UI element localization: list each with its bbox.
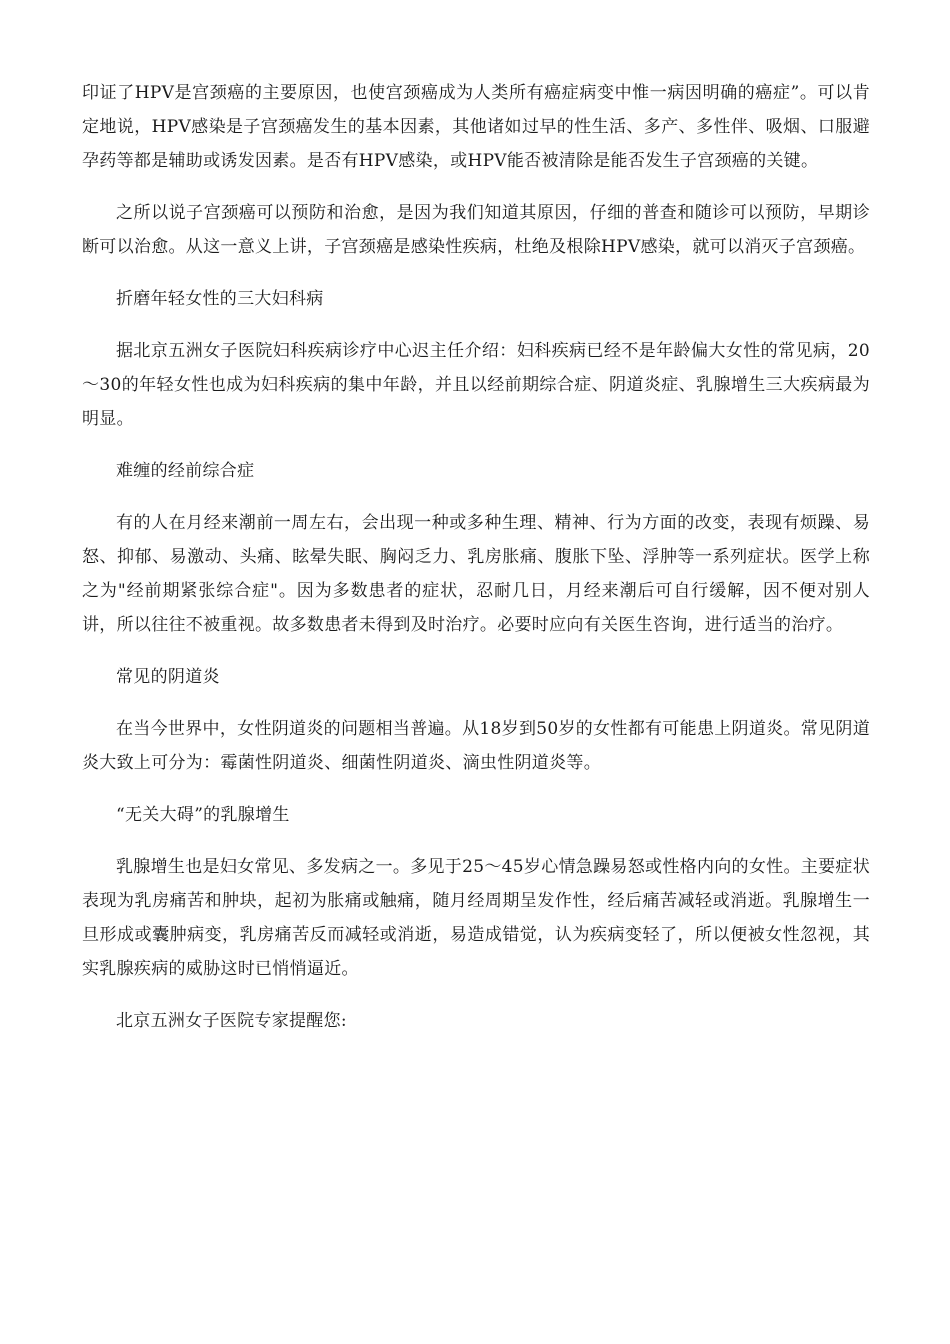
paragraph-prevention: 之所以说子宫颈癌可以预防和治愈，是因为我们知道其原因，仔细的普查和随诊可以预防，早期诊断可以治愈。从这一意义上讲，子宫颈癌是感染性疾病，杜绝及根除HPV感染，就可以消灭子宫颈癌。 bbox=[82, 203, 870, 257]
document-page bbox=[82, 76, 870, 1056]
section-heading-reminder: 北京五洲女子医院专家提醒您: bbox=[116, 1011, 347, 1031]
section-heading-three-diseases: 折磨年轻女性的三大妇科病 bbox=[116, 289, 324, 309]
section-heading-breast: “无关大碍”的乳腺增生 bbox=[116, 805, 290, 825]
paragraph-breast: 乳腺增生也是妇女常见、多发病之一。多见于25～45岁心情急躁易怒或性格内向的女性。主要症状表现为乳房痛苦和肿块，起初为胀痛或触痛，随月经周期呈发作性，经后痛苦减轻或消逝。乳腺增生一旦形成或囊肿病变，乳房痛苦反而减轻或消逝，易造成错觉，认为疾病变轻了，所以便被女性忽视，其实乳腺疾病的威胁这时已悄悄逼近。 bbox=[82, 857, 870, 979]
paragraph-intro: 据北京五洲女子医院妇科疾病诊疗中心迟主任介绍：妇科疾病已经不是年龄偏大女性的常见病，20～30的年轻女性也成为妇科疾病的集中年龄，并且以经前期综合症、阴道炎症、乳腺增生三大疾病最为明显。 bbox=[82, 341, 870, 429]
paragraph-pms: 有的人在月经来潮前一周左右，会出现一种或多种生理、精神、行为方面的改变，表现有烦躁、易怒、抑郁、易激动、头痛、眩晕失眠、胸闷乏力、乳房胀痛、腹胀下坠、浮肿等一系列症状。医学上称之为"经前期紧张综合症"。因为多数患者的症状，忍耐几日，月经来潮后可自行缓解，因不便对别人讲，所以往往不被重视。故多数患者未得到及时治疗。必要时应向有关医生咨询，进行适当的治疗。 bbox=[82, 513, 870, 635]
section-heading-pms: 难缠的经前综合症 bbox=[116, 461, 255, 481]
paragraph-hpv-cause: 印证了HPV是宫颈癌的主要原因，也使宫颈癌成为人类所有癌症病变中惟一病因明确的癌症”。可以肯定地说，HPV感染是子宫颈癌发生的基本因素，其他诸如过早的性生活、多产、多性伴、吸烟、口服避孕药等都是辅助或诱发因素。是否有HPV感染，或HPV能否被清除是能否发生子宫颈癌的关键。 bbox=[82, 83, 870, 171]
section-heading-vaginitis: 常见的阴道炎 bbox=[116, 667, 220, 687]
paragraph-vaginitis: 在当今世界中，女性阴道炎的问题相当普遍。从18岁到50岁的女性都有可能患上阴道炎。常见阴道炎大致上可分为：霉菌性阴道炎、细菌性阴道炎、滴虫性阴道炎等。 bbox=[82, 719, 870, 773]
